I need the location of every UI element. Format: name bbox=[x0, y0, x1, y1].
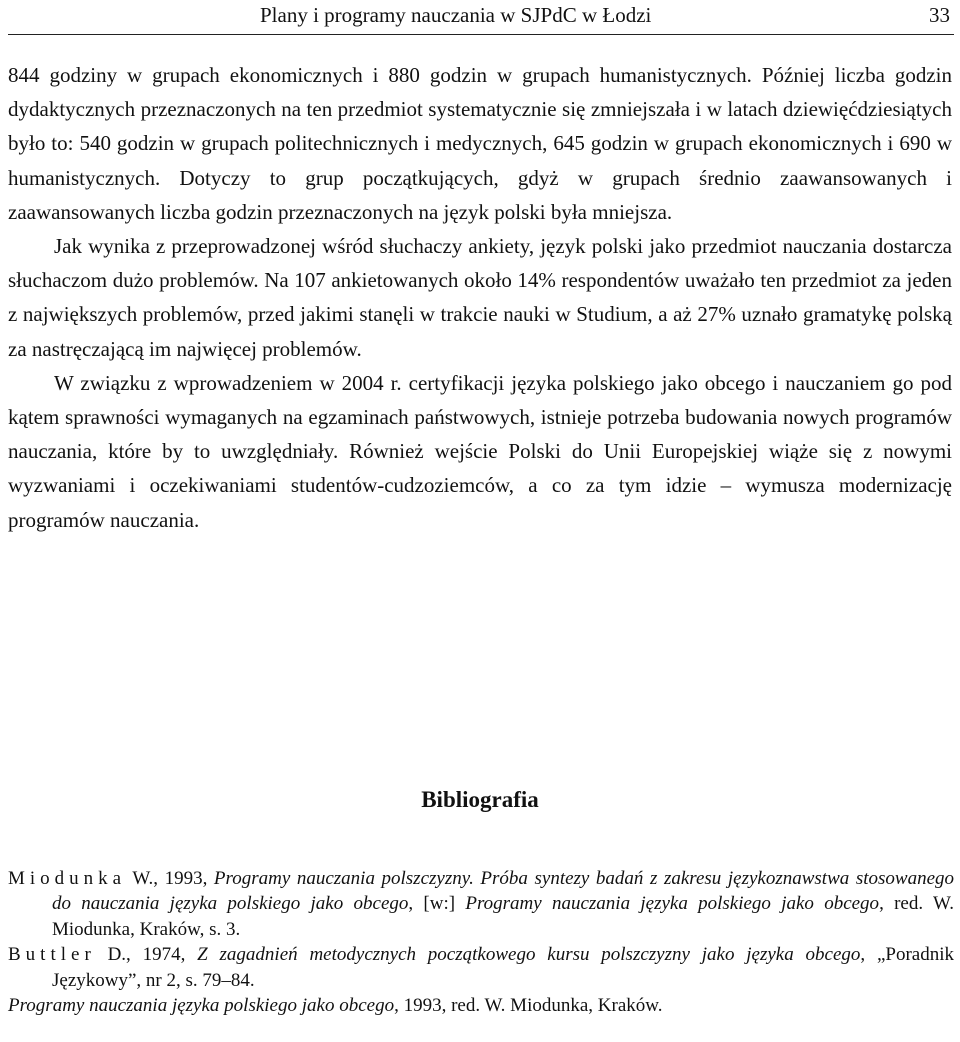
entry-collection-title: Programy nauczania języka polskiego jako obcego bbox=[465, 893, 880, 915]
paragraph-2: Jak wynika z przeprowadzonej wśród słuchaczy ankiety, język polski jako przedmiot nauczania dostarcza słuchaczom dużo problemów. Na 107 ankietowanych około 14% respondentów uważało ten przedmiot za jeden z największych problemów, przed jakimi stanęli w trakcie nauki w Studium, a aż 27% uznało gramatykę polską za nastręczającą im najwięcej problemów. bbox=[8, 234, 952, 361]
entry-in: , [w:] bbox=[408, 893, 466, 915]
entry-details: , 1993, red. W. Miodunka, Kraków. bbox=[394, 995, 663, 1017]
bibliography-entry bbox=[8, 866, 954, 942]
entry-title: Z zagadnień metodycznych początkowego kursu polszczyzny jako języka obcego bbox=[197, 944, 861, 966]
entry-author: Buttler bbox=[8, 944, 96, 966]
page-number: 33 bbox=[929, 3, 950, 27]
bibliography-list bbox=[8, 866, 954, 1018]
bibliography-entry bbox=[8, 942, 954, 993]
entry-author: Miodunka bbox=[8, 868, 127, 889]
entry-details: , „Poradnik Językowy”, nr 2, s. 79–84. bbox=[52, 944, 954, 991]
paragraph-1: 844 godziny w grupach ekonomicznych i 880 godzin w grupach humanistycznych. Później liczba godzin dydaktycznych przeznaczonych na ten przedmiot systematycznie się zmniejszała i w latach dziewięćdziesiątych było to: 540 godzin w grupach politechnicznych i medycznych, 645 godzin w grupach ekonomicznych i 690 w humanistycznych. Dotyczy to grup początkujących, gdyż w grupach średnio zaawansowanych i zaawansowanych liczba godzin przeznaczonych na język polski była mniejsza. bbox=[8, 63, 952, 224]
paragraph-3: W związku z wprowadzeniem w 2004 r. certyfikacji języka polskiego jako obcego i nauczaniem go pod kątem sprawności wymaganych na egzaminach państwowych, istnieje potrzeba budowania nowych programów nauczania, które by to uwzględniały. Również wejście Polski do Unii Europejskiej wiąże się z nowymi wyzwaniami i oczekiwaniami studentów-cudzoziemców, a co za tym idzie – wymusza modernizację programów nauczania. bbox=[8, 370, 952, 532]
bibliography-entry bbox=[8, 993, 954, 1018]
entry-title: Programy nauczania języka polskiego jako obcego bbox=[8, 995, 395, 1017]
entry-author-suffix: D., 1974, bbox=[95, 944, 198, 966]
entry-author-suffix: W., 1993, bbox=[126, 868, 214, 889]
main-text bbox=[8, 58, 952, 537]
entry-details: , red. W. Miodunka, Kraków, s. 3. bbox=[52, 893, 954, 940]
running-header bbox=[8, 0, 954, 35]
entry-title: Programy nauczania polszczyzny. Próba syntezy badań z zakresu językoznawstwa stosowanego do nauczania języka polskiego jako obcego bbox=[52, 868, 954, 915]
bibliography-heading: Bibliografia bbox=[421, 787, 539, 812]
running-title: Plany i programy nauczania w SJPdC w Łodzi bbox=[260, 3, 652, 27]
